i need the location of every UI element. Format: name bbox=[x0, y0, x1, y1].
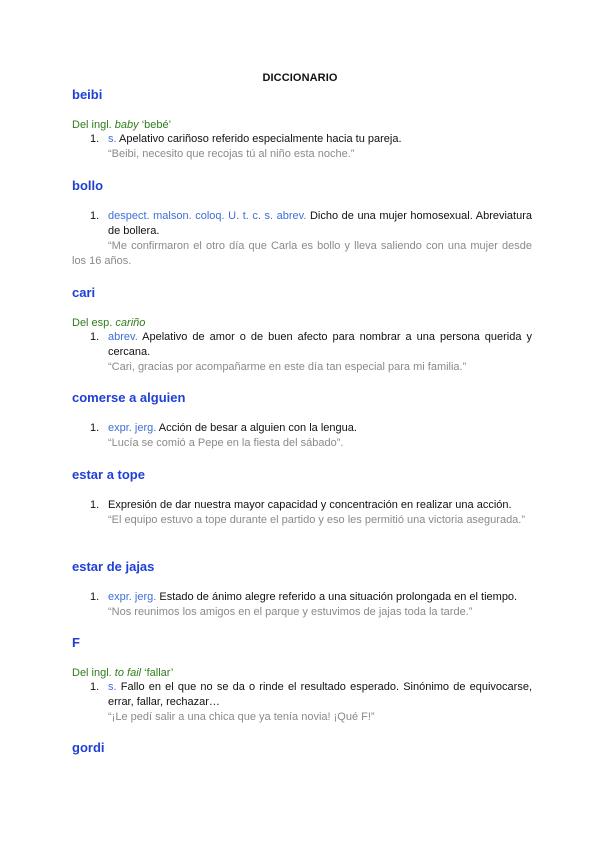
etymology-word: baby bbox=[114, 119, 139, 131]
sense-number: 1. bbox=[90, 331, 100, 343]
example: “Me confirmaron el otro día que Carla es bollo y lleva saliendo con una mujer desde los 16 años. bbox=[72, 240, 532, 267]
document-title: DICCIONARIO bbox=[262, 72, 338, 84]
sense bbox=[72, 680, 532, 725]
grammar-abbreviation: abrev. bbox=[108, 331, 138, 343]
etymology-meaning: ‘bebé’ bbox=[138, 119, 172, 131]
definition bbox=[108, 132, 532, 147]
headword: F bbox=[72, 635, 80, 650]
grammar-abbreviation: s. bbox=[108, 681, 117, 693]
etymology-prefix: Del esp. bbox=[72, 317, 116, 329]
definition bbox=[108, 498, 532, 513]
entry-estar-de-jajas bbox=[72, 558, 532, 620]
entry-gordi bbox=[72, 739, 532, 757]
example: “Nos reunimos los amigos en el parque y estuvimos de jajas toda la tarde.” bbox=[108, 606, 473, 618]
sense bbox=[72, 498, 532, 528]
sense bbox=[72, 132, 532, 162]
entry-beibi bbox=[72, 86, 532, 162]
sense-number: 1. bbox=[90, 681, 100, 693]
etymology-prefix: Del ingl. bbox=[72, 119, 115, 131]
etymology bbox=[72, 316, 532, 330]
definition bbox=[108, 421, 532, 436]
headword: beibi bbox=[72, 87, 103, 102]
definition-text: Estado de ánimo alegre referido a una situación prolongada en el tiempo. bbox=[156, 591, 518, 603]
definition-text: Dicho de una mujer homosexual. Abreviatura de bollera. bbox=[108, 210, 533, 237]
definition-text: Acción de besar a alguien con la lengua. bbox=[156, 422, 357, 434]
grammar-abbreviation: s. bbox=[108, 133, 117, 145]
sense-number: 1. bbox=[90, 499, 100, 511]
definition-text: Apelativo cariñoso referido especialmente hacia tu pareja. bbox=[116, 133, 402, 145]
sense bbox=[72, 330, 532, 375]
grammar-abbreviation: expr. jerg. bbox=[108, 422, 157, 434]
example: “Lucía se comió a Pepe en la fiesta del sábado”. bbox=[108, 437, 344, 449]
sense-number: 1. bbox=[90, 210, 100, 222]
headword: estar a tope bbox=[72, 467, 145, 482]
grammar-abbreviation: expr. jerg. bbox=[108, 591, 157, 603]
definition-text: Fallo en el que no se da o rinde el resultado esperado. Sinónimo de equivocarse, errar, fallar, rechazar… bbox=[108, 681, 532, 708]
etymology-word: to fail bbox=[114, 667, 142, 679]
headword: cari bbox=[72, 285, 96, 300]
etymology-word: cariño bbox=[115, 317, 146, 329]
sense bbox=[72, 209, 532, 269]
definition-text: Apelativo de amor o de buen afecto para nombrar a una persona querida y cercana. bbox=[108, 331, 532, 358]
entry-f bbox=[72, 634, 532, 725]
example: “El equipo estuvo a tope durante el partido y eso les permitió una victoria asegurada.” bbox=[108, 514, 526, 526]
headword: bollo bbox=[72, 178, 104, 193]
sense-number: 1. bbox=[90, 591, 100, 603]
entry-estar-a-tope bbox=[72, 466, 532, 528]
definition bbox=[108, 680, 532, 710]
headword: gordi bbox=[72, 740, 105, 755]
sense-number: 1. bbox=[90, 422, 100, 434]
example: “¡Le pedí salir a una chica que ya tenía novia! ¡Qué F!” bbox=[108, 711, 375, 723]
etymology-meaning: ‘fallar’ bbox=[141, 667, 174, 679]
headword: comerse a alguien bbox=[72, 390, 186, 405]
entry-comerse-a-alguien bbox=[72, 389, 532, 451]
example: “Beibi, necesito que recojas tú al niño esta noche.” bbox=[108, 148, 355, 160]
definition bbox=[108, 330, 532, 360]
sense bbox=[72, 421, 532, 451]
definition-text: Expresión de dar nuestra mayor capacidad y concentración en realizar una acción. bbox=[108, 499, 512, 511]
example: “Cari, gracias por acompañarme en este día tan especial para mi familia.” bbox=[108, 361, 467, 373]
sense-number: 1. bbox=[90, 133, 100, 145]
entry-bollo bbox=[72, 177, 532, 269]
headword: estar de jajas bbox=[72, 559, 155, 574]
entry-cari bbox=[72, 284, 532, 375]
etymology bbox=[72, 666, 532, 680]
definition bbox=[108, 209, 532, 239]
grammar-abbreviation: despect. malson. coloq. U. t. c. s. abrev. bbox=[108, 210, 307, 222]
etymology-prefix: Del ingl. bbox=[72, 667, 115, 679]
etymology bbox=[72, 118, 532, 132]
sense bbox=[72, 590, 532, 620]
definition bbox=[108, 590, 532, 605]
